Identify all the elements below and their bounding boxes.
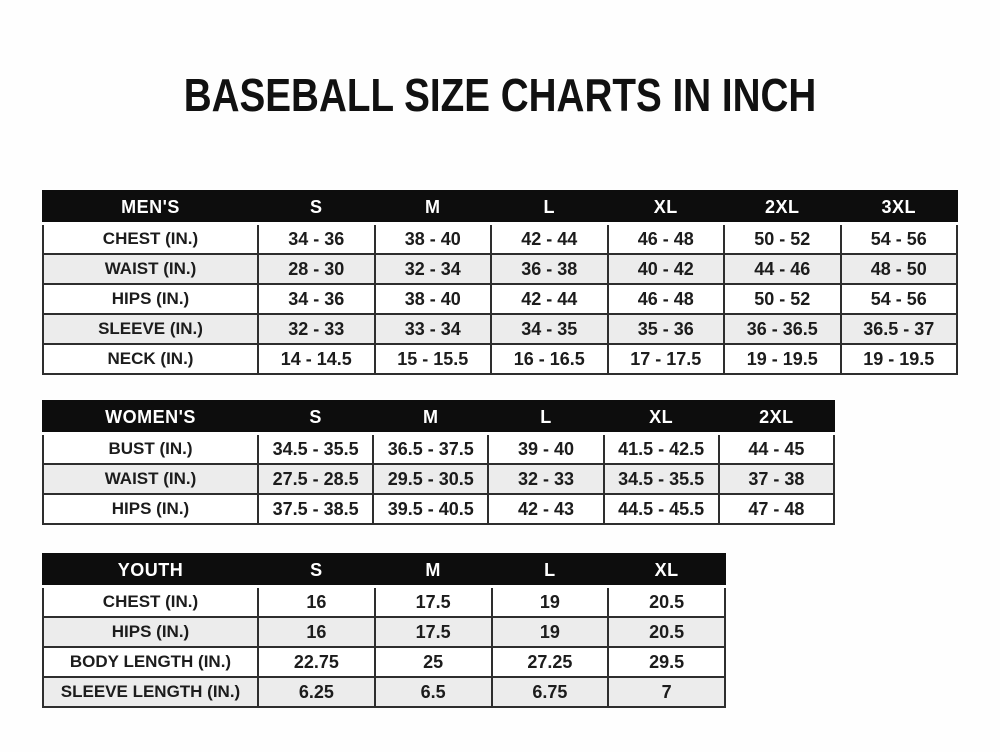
size-value-cell: 54 - 56 <box>841 224 958 255</box>
size-value-cell: 7 <box>608 677 725 707</box>
size-column-header: 3XL <box>841 191 958 224</box>
measurement-label-cell: WAIST (IN.) <box>43 464 258 494</box>
measurement-label-cell: NECK (IN.) <box>43 344 258 374</box>
size-value-cell: 20.5 <box>608 617 725 647</box>
size-column-header: XL <box>608 191 725 224</box>
table-header-row <box>43 554 725 587</box>
size-value-cell: 32 - 33 <box>488 464 603 494</box>
size-value-cell: 27.5 - 28.5 <box>258 464 373 494</box>
size-column-header: XL <box>604 401 719 434</box>
size-value-cell: 25 <box>375 647 492 677</box>
size-value-cell: 32 - 34 <box>375 254 492 284</box>
size-value-cell: 14 - 14.5 <box>258 344 375 374</box>
youth-size-table <box>42 553 726 708</box>
table-row <box>43 344 957 374</box>
size-value-cell: 6.25 <box>258 677 375 707</box>
size-value-cell: 50 - 52 <box>724 224 841 255</box>
size-value-cell: 29.5 <box>608 647 725 677</box>
table-header-row <box>43 191 957 224</box>
measurement-label-cell: BODY LENGTH (IN.) <box>43 647 258 677</box>
womens-size-table <box>42 400 835 525</box>
table-row <box>43 494 834 524</box>
size-value-cell: 15 - 15.5 <box>375 344 492 374</box>
size-value-cell: 17.5 <box>375 587 492 618</box>
table-row <box>43 434 834 465</box>
table-row <box>43 677 725 707</box>
size-value-cell: 33 - 34 <box>375 314 492 344</box>
size-value-cell: 48 - 50 <box>841 254 958 284</box>
size-value-cell: 17.5 <box>375 617 492 647</box>
table-row <box>43 284 957 314</box>
size-value-cell: 34.5 - 35.5 <box>258 434 373 465</box>
size-value-cell: 6.5 <box>375 677 492 707</box>
size-value-cell: 42 - 44 <box>491 284 608 314</box>
table-row <box>43 617 725 647</box>
measurement-label-cell: HIPS (IN.) <box>43 494 258 524</box>
table-row <box>43 587 725 618</box>
size-value-cell: 38 - 40 <box>375 224 492 255</box>
table-row <box>43 254 957 284</box>
measurement-label-cell: WAIST (IN.) <box>43 254 258 284</box>
size-value-cell: 20.5 <box>608 587 725 618</box>
size-value-cell: 39 - 40 <box>488 434 603 465</box>
size-value-cell: 35 - 36 <box>608 314 725 344</box>
size-value-cell: 34 - 36 <box>258 224 375 255</box>
size-value-cell: 6.75 <box>492 677 609 707</box>
measurement-label-cell: CHEST (IN.) <box>43 224 258 255</box>
size-value-cell: 16 <box>258 617 375 647</box>
size-column-header: S <box>258 191 375 224</box>
table-row <box>43 464 834 494</box>
size-value-cell: 32 - 33 <box>258 314 375 344</box>
size-column-header: S <box>258 401 373 434</box>
size-value-cell: 40 - 42 <box>608 254 725 284</box>
measurement-label-cell: BUST (IN.) <box>43 434 258 465</box>
size-column-header: L <box>492 554 609 587</box>
table-title-cell: YOUTH <box>43 554 258 587</box>
size-column-header: M <box>373 401 488 434</box>
size-value-cell: 42 - 43 <box>488 494 603 524</box>
size-value-cell: 19 - 19.5 <box>724 344 841 374</box>
size-column-header: M <box>375 191 492 224</box>
size-value-cell: 47 - 48 <box>719 494 834 524</box>
table-title-cell: WOMEN'S <box>43 401 258 434</box>
size-value-cell: 46 - 48 <box>608 224 725 255</box>
size-column-header: 2XL <box>719 401 834 434</box>
table-row <box>43 314 957 344</box>
size-value-cell: 19 - 19.5 <box>841 344 958 374</box>
size-value-cell: 36 - 38 <box>491 254 608 284</box>
size-value-cell: 42 - 44 <box>491 224 608 255</box>
size-value-cell: 44 - 46 <box>724 254 841 284</box>
size-value-cell: 19 <box>492 617 609 647</box>
size-column-header: M <box>375 554 492 587</box>
table-row <box>43 647 725 677</box>
size-value-cell: 36 - 36.5 <box>724 314 841 344</box>
size-value-cell: 46 - 48 <box>608 284 725 314</box>
size-column-header: L <box>491 191 608 224</box>
size-value-cell: 36.5 - 37 <box>841 314 958 344</box>
page-title: BASEBALL SIZE CHARTS IN INCH <box>183 69 817 121</box>
size-value-cell: 19 <box>492 587 609 618</box>
size-value-cell: 37 - 38 <box>719 464 834 494</box>
size-value-cell: 17 - 17.5 <box>608 344 725 374</box>
size-value-cell: 54 - 56 <box>841 284 958 314</box>
measurement-label-cell: HIPS (IN.) <box>43 617 258 647</box>
size-column-header: S <box>258 554 375 587</box>
size-value-cell: 41.5 - 42.5 <box>604 434 719 465</box>
size-value-cell: 38 - 40 <box>375 284 492 314</box>
size-value-cell: 29.5 - 30.5 <box>373 464 488 494</box>
size-value-cell: 50 - 52 <box>724 284 841 314</box>
size-value-cell: 34 - 35 <box>491 314 608 344</box>
size-value-cell: 37.5 - 38.5 <box>258 494 373 524</box>
table-title-cell: MEN'S <box>43 191 258 224</box>
size-column-header: XL <box>608 554 725 587</box>
size-value-cell: 16 <box>258 587 375 618</box>
size-value-cell: 16 - 16.5 <box>491 344 608 374</box>
size-value-cell: 22.75 <box>258 647 375 677</box>
size-value-cell: 39.5 - 40.5 <box>373 494 488 524</box>
measurement-label-cell: SLEEVE LENGTH (IN.) <box>43 677 258 707</box>
size-value-cell: 36.5 - 37.5 <box>373 434 488 465</box>
size-value-cell: 34 - 36 <box>258 284 375 314</box>
size-column-header: L <box>488 401 603 434</box>
table-row <box>43 224 957 255</box>
size-column-header: 2XL <box>724 191 841 224</box>
measurement-label-cell: SLEEVE (IN.) <box>43 314 258 344</box>
measurement-label-cell: CHEST (IN.) <box>43 587 258 618</box>
size-value-cell: 44.5 - 45.5 <box>604 494 719 524</box>
size-value-cell: 28 - 30 <box>258 254 375 284</box>
mens-size-table <box>42 190 958 375</box>
table-header-row <box>43 401 834 434</box>
size-value-cell: 27.25 <box>492 647 609 677</box>
size-value-cell: 44 - 45 <box>719 434 834 465</box>
measurement-label-cell: HIPS (IN.) <box>43 284 258 314</box>
size-value-cell: 34.5 - 35.5 <box>604 464 719 494</box>
